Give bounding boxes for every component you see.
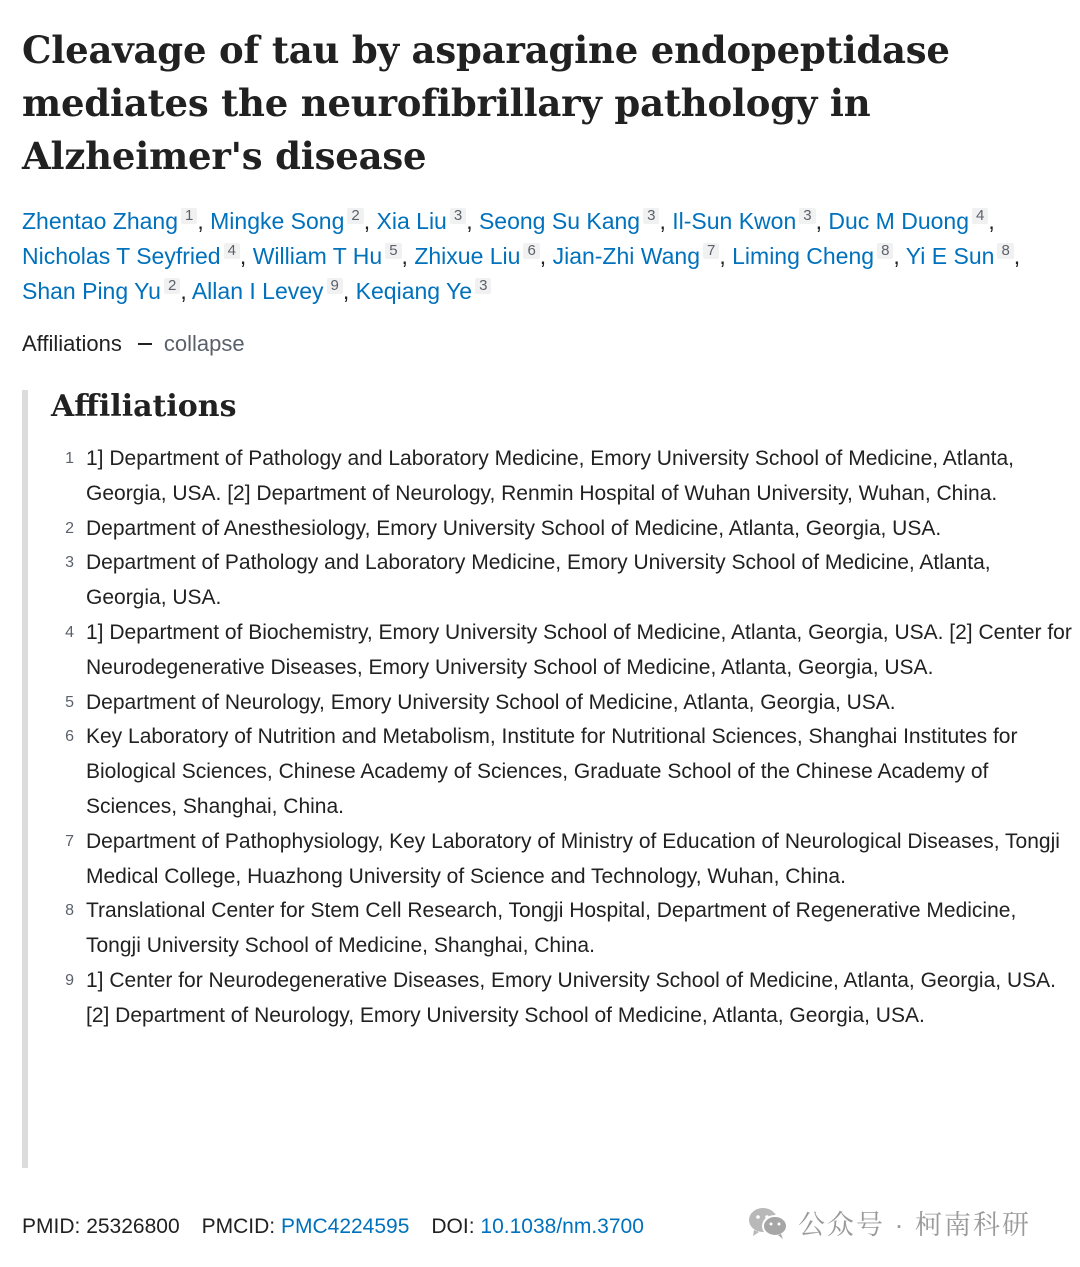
collapse-link[interactable]: collapse (163, 331, 245, 356)
watermark (748, 1203, 1031, 1242)
affiliation-number: 5 (65, 693, 74, 711)
author-separator: , (719, 243, 733, 269)
affiliation-ref-badge[interactable]: 2 (347, 208, 363, 224)
affiliation-item (28, 616, 1073, 686)
author-separator: , (1013, 243, 1021, 269)
affiliation-ref-badge[interactable]: 4 (972, 208, 988, 224)
author-name-link[interactable]: Yi E Sun (905, 243, 995, 269)
affiliation-number: 9 (65, 971, 74, 989)
affiliations-toggle[interactable] (22, 329, 245, 359)
author-name-link[interactable]: Jian-Zhi Wang (552, 243, 701, 269)
author-name-link[interactable]: Nicholas T Seyfried (22, 243, 221, 269)
author-name-link[interactable]: Zhentao Zhang (22, 208, 179, 234)
affiliation-ref-badge[interactable]: 3 (475, 278, 491, 294)
minus-icon (138, 343, 152, 345)
affiliation-ref-badge[interactable]: 5 (385, 243, 401, 259)
affiliation-item (28, 442, 1073, 512)
pmid-value: 25326800 (86, 1215, 180, 1238)
author-name-link[interactable]: Mingke Song (210, 208, 345, 234)
author-name-link[interactable]: Duc M Duong (828, 208, 969, 234)
affiliation-number: 3 (65, 554, 74, 572)
pmid-label: PMID: (22, 1215, 81, 1238)
affiliation-item (28, 720, 1073, 824)
author-separator: , (180, 278, 192, 304)
affiliation-ref-badge[interactable]: 3 (643, 208, 659, 224)
author-separator: , (197, 208, 211, 234)
affiliation-ref-badge[interactable]: 8 (997, 243, 1013, 259)
affiliations-list (28, 442, 1073, 1034)
affiliation-ref-badge[interactable]: 3 (799, 208, 815, 224)
author-separator: , (539, 243, 553, 269)
author-name-link[interactable]: Shan Ping Yu (22, 278, 161, 304)
affiliation-ref-badge[interactable]: 7 (703, 243, 719, 259)
affiliation-item (28, 686, 1073, 721)
doi-link[interactable]: 10.1038/nm.3700 (480, 1215, 644, 1238)
affiliation-ref-badge[interactable]: 1 (181, 208, 197, 224)
author-name-link[interactable]: Il-Sun Kwon (672, 208, 797, 234)
author-name-link[interactable]: Zhixue Liu (414, 243, 521, 269)
affiliation-item (28, 964, 1073, 1034)
affiliation-item (28, 512, 1073, 547)
author-separator: , (659, 208, 673, 234)
affiliation-number: 7 (65, 832, 74, 850)
affiliation-ref-badge[interactable]: 8 (877, 243, 893, 259)
author-separator: , (893, 243, 906, 269)
affiliation-number: 4 (65, 623, 74, 641)
watermark-text: 公众号 · 柯南科研 (798, 1210, 1031, 1240)
author-separator: , (466, 208, 479, 234)
affiliation-text: Department of Neurology, Emory University School of Medicine, Atlanta, Georgia, USA. (86, 690, 896, 714)
author-separator: , (342, 278, 356, 304)
article-title: Cleavage of tau by asparagine endopeptidase mediates the neurofibrillary pathology in Alzheimer's disease (22, 28, 950, 178)
affiliation-text: 1] Department of Biochemistry, Emory University School of Medicine, Atlanta, Georgia, USA. [2] Center for Neurodegenerative Diseases, Emory University School of Medicine, Atlanta, Georgia, USA. (86, 620, 1072, 679)
affiliation-number: 2 (65, 519, 74, 537)
author-name-link[interactable]: Allan I Levey (191, 278, 324, 304)
affiliations-panel (22, 390, 1078, 1168)
affiliation-text: 1] Center for Neurodegenerative Diseases, Emory University School of Medicine, Atlanta, Georgia, USA. [2] Department of Neurology, Emory University School of Medicine, Atlanta, Georgia, USA. (86, 968, 1056, 1027)
affiliation-ref-badge[interactable]: 9 (327, 278, 343, 294)
affiliation-text: Department of Pathology and Laboratory Medicine, Emory University School of Medicine, Atlanta, Georgia, USA. (86, 551, 991, 610)
affiliations-toggle-label: Affiliations (22, 331, 122, 356)
author-separator: , (815, 208, 829, 234)
affiliation-number: 1 (65, 450, 74, 467)
author-separator: , (239, 243, 253, 269)
author-separator: , (401, 243, 415, 269)
article-identifiers (22, 1212, 644, 1242)
affiliations-heading: Affiliations (51, 389, 237, 424)
wechat-icon (748, 1206, 788, 1240)
affiliation-number: 6 (65, 728, 74, 746)
affiliation-ref-badge[interactable]: 2 (164, 278, 180, 294)
author-name-link[interactable]: Xia Liu (376, 208, 447, 234)
affiliation-text: 1] Department of Pathology and Laboratory Medicine, Emory University School of Medicine, Atlanta, Georgia, USA. [2] Department of Neurology, Renmin Hospital of Wuhan University, Wuhan, China. (86, 447, 1014, 505)
affiliation-text: Key Laboratory of Nutrition and Metabolism, Institute for Nutritional Sciences, Shanghai Institutes for Biological Sciences, Chinese Academy of Sciences, Graduate School of the Chinese Academy of Sciences, Shanghai, China. (86, 725, 1018, 818)
author-name-link[interactable]: William T Hu (252, 243, 383, 269)
doi-label: DOI: (431, 1215, 475, 1238)
author-separator: , (988, 208, 995, 234)
affiliation-item (28, 546, 1073, 616)
affiliation-ref-badge[interactable]: 4 (224, 243, 240, 259)
author-name-link[interactable]: Seong Su Kang (478, 208, 641, 234)
affiliation-item (28, 894, 1073, 964)
affiliation-ref-badge[interactable]: 3 (450, 208, 466, 224)
author-name-link[interactable]: Liming Cheng (732, 243, 875, 269)
author-separator: , (363, 208, 377, 234)
pmcid-label: PMCID: (201, 1215, 276, 1238)
affiliation-text: Translational Center for Stem Cell Research, Tongji Hospital, Department of Regenerative Medicine, Tongji University School of Medicine, Shanghai, China. (86, 899, 1017, 958)
author-list (22, 204, 1062, 309)
affiliation-number: 8 (65, 902, 74, 920)
affiliation-ref-badge[interactable]: 6 (523, 243, 539, 259)
affiliation-text: Department of Anesthesiology, Emory University School of Medicine, Atlanta, Georgia, USA. (86, 516, 942, 540)
author-name-link[interactable]: Keqiang Ye (355, 278, 473, 304)
affiliation-item (28, 825, 1073, 895)
affiliation-text: Department of Pathophysiology, Key Laboratory of Ministry of Education of Neurological Diseases, Tongji Medical College, Huazhong University of Science and Technology, Wuhan, China. (86, 829, 1060, 888)
pmcid-link[interactable]: PMC4224595 (280, 1215, 410, 1238)
